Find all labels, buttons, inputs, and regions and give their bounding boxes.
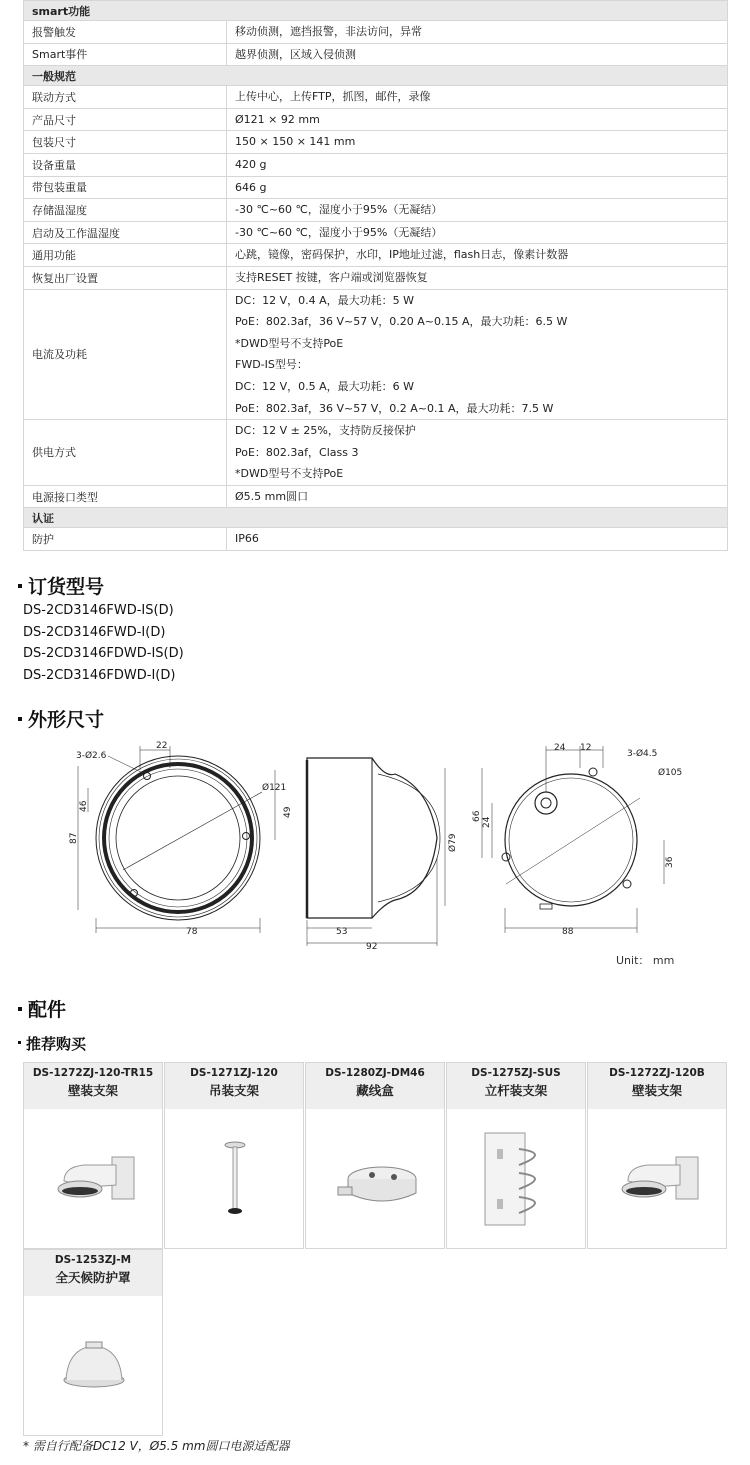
accessory-code: DS-1280ZJ-DM46 bbox=[325, 1067, 425, 1079]
spec-value bbox=[227, 86, 728, 109]
accessory-name: 立杆装支架 bbox=[484, 1083, 548, 1098]
spec-value-line: 150 × 150 × 141 mm bbox=[235, 135, 356, 149]
spec-row bbox=[24, 420, 728, 486]
spec-key: 包装尺寸 bbox=[24, 131, 227, 154]
spec-row bbox=[24, 153, 728, 176]
spec-value-line: *DWD型号不支持PoE bbox=[235, 467, 344, 481]
spec-value bbox=[227, 108, 728, 131]
dim-label: 49 bbox=[283, 806, 293, 818]
spec-section-header bbox=[24, 66, 728, 86]
spec-value-line: *DWD型号不支持PoE bbox=[235, 336, 344, 350]
accessories-title: 配件 bbox=[28, 999, 67, 1021]
unit-label: Unit： mm bbox=[616, 954, 675, 967]
spec-value bbox=[227, 485, 728, 508]
dim-label: 46 bbox=[79, 800, 89, 812]
front-view bbox=[78, 746, 275, 933]
wall-mount-bracket-icon bbox=[588, 1109, 726, 1248]
spec-key: 产品尺寸 bbox=[24, 108, 227, 131]
accessory-header bbox=[306, 1063, 444, 1109]
spec-row bbox=[24, 108, 728, 131]
accessory-code: DS-1272ZJ-120-TR15 bbox=[32, 1067, 154, 1079]
spec-value-line: 420 g bbox=[235, 157, 267, 171]
junction-box-icon bbox=[306, 1109, 444, 1248]
model-list bbox=[23, 600, 184, 686]
dim-label: 53 bbox=[336, 927, 348, 937]
accessory-card bbox=[587, 1062, 727, 1249]
spec-key: 带包装重量 bbox=[24, 176, 227, 199]
spec-value bbox=[227, 131, 728, 154]
spec-section-header bbox=[24, 1, 728, 21]
spec-value-line: 支持RESET 按键，客户端或浏览器恢复 bbox=[235, 270, 428, 284]
accessory-card bbox=[164, 1062, 304, 1249]
spec-section-header bbox=[24, 508, 728, 528]
spec-value-line: PoE：802.3af，36 V~57 V，0.2 A~0.1 A，最大功耗：7.5 W bbox=[235, 401, 554, 415]
spec-value-line: Ø5.5 mm圆口 bbox=[235, 489, 309, 503]
spec-key: 供电方式 bbox=[24, 420, 227, 486]
model-item: DS-2CD3146FWD-IS(D) bbox=[23, 603, 174, 618]
spec-value-line: Ø121 × 92 mm bbox=[235, 112, 320, 126]
spec-row bbox=[24, 21, 728, 44]
model-item: DS-2CD3146FDWD-I(D) bbox=[23, 667, 176, 683]
spec-row bbox=[24, 244, 728, 267]
spec-value-line: IP66 bbox=[235, 532, 259, 546]
spec-row bbox=[24, 86, 728, 109]
spec-key: 电流及功耗 bbox=[24, 289, 227, 420]
spec-table bbox=[23, 0, 728, 551]
wall-mount-bracket-icon bbox=[24, 1109, 162, 1248]
spec-value-line: PoE：802.3af，36 V~57 V，0.20 A~0.15 A，最大功耗：6.5 W bbox=[235, 315, 568, 329]
spec-value-line: FWD-IS型号： bbox=[235, 358, 308, 372]
spec-row bbox=[24, 176, 728, 199]
spec-row bbox=[24, 485, 728, 508]
accessory-header bbox=[24, 1250, 162, 1296]
spec-row bbox=[24, 221, 728, 244]
dimension-drawing bbox=[0, 728, 750, 952]
spec-key: 恢复出厂设置 bbox=[24, 266, 227, 289]
spec-key: 报警触发 bbox=[24, 21, 227, 44]
accessory-header bbox=[24, 1063, 162, 1109]
section-title: 一般规范 bbox=[24, 66, 728, 86]
pendant-mount-icon bbox=[165, 1109, 303, 1248]
accessory-header bbox=[447, 1063, 585, 1109]
recommended-title: 推荐购买 bbox=[26, 1035, 87, 1053]
spec-value bbox=[227, 289, 728, 420]
dim-label: 66 bbox=[472, 810, 482, 822]
dim-label: 78 bbox=[186, 927, 198, 937]
side-view bbox=[307, 758, 445, 946]
dim-label: 24 bbox=[554, 743, 566, 753]
dim-label: 12 bbox=[580, 743, 592, 753]
dim-label: 88 bbox=[562, 927, 574, 937]
spec-key: 防护 bbox=[24, 528, 227, 551]
footnote: * 需自行配备DC12 V，Ø5.5 mm圆口电源适配器 bbox=[23, 1439, 290, 1453]
spec-value bbox=[227, 199, 728, 222]
dim-label: 36 bbox=[665, 856, 675, 868]
dim-label: 24 bbox=[482, 816, 492, 828]
spec-row bbox=[24, 289, 728, 420]
dimensions-title: 外形尺寸 bbox=[28, 709, 105, 731]
accessory-code: DS-1253ZJ-M bbox=[54, 1254, 132, 1266]
spec-row bbox=[24, 528, 728, 551]
dim-label: 3-Ø2.6 bbox=[76, 751, 107, 761]
accessory-card bbox=[23, 1249, 163, 1436]
dim-label: 87 bbox=[69, 832, 79, 844]
spec-value-line: 上传中心，上传FTP，抓图，邮件，录像 bbox=[235, 90, 431, 104]
spec-row bbox=[24, 43, 728, 66]
weather-shield-icon bbox=[24, 1296, 162, 1435]
order-title: 订货型号 bbox=[28, 576, 105, 598]
accessory-header bbox=[588, 1063, 726, 1109]
back-view bbox=[482, 746, 664, 933]
spec-value-line: DC：12 V，0.5 A，最大功耗：6 W bbox=[235, 379, 415, 393]
spec-key: 通用功能 bbox=[24, 244, 227, 267]
dim-label: 3-Ø4.5 bbox=[627, 749, 658, 759]
spec-value-line: 心跳，镜像，密码保护，水印，IP地址过滤，flash日志，像素计数器 bbox=[235, 248, 569, 262]
spec-value-line: 646 g bbox=[235, 180, 267, 194]
spec-key: 联动方式 bbox=[24, 86, 227, 109]
spec-key: 存储温湿度 bbox=[24, 199, 227, 222]
spec-value-line: DC：12 V，0.4 A，最大功耗：5 W bbox=[235, 293, 415, 307]
dim-label: 22 bbox=[156, 741, 168, 751]
accessory-card bbox=[446, 1062, 586, 1249]
spec-value-line: 越界侦测，区域入侵侦测 bbox=[235, 47, 356, 61]
spec-key: 启动及工作温湿度 bbox=[24, 221, 227, 244]
dim-label: Ø105 bbox=[658, 768, 683, 778]
spec-row bbox=[24, 199, 728, 222]
pole-mount-icon bbox=[447, 1109, 585, 1248]
spec-key: 电源接口类型 bbox=[24, 485, 227, 508]
spec-row bbox=[24, 266, 728, 289]
spec-value-line: -30 ℃~60 ℃，湿度小于95%（无凝结） bbox=[235, 225, 443, 239]
dim-label: 92 bbox=[366, 942, 378, 952]
spec-value bbox=[227, 43, 728, 66]
model-item: DS-2CD3146FWD-I(D) bbox=[23, 624, 166, 640]
spec-value bbox=[227, 221, 728, 244]
spec-value-line: -30 ℃~60 ℃，湿度小于95%（无凝结） bbox=[235, 203, 443, 217]
spec-value bbox=[227, 266, 728, 289]
spec-value bbox=[227, 153, 728, 176]
accessories-heading bbox=[18, 995, 66, 1022]
spec-value bbox=[227, 21, 728, 44]
spec-key: 设备重量 bbox=[24, 153, 227, 176]
accessory-code: DS-1275ZJ-SUS bbox=[471, 1067, 561, 1079]
accessory-card bbox=[23, 1062, 163, 1249]
dim-label: Ø121 bbox=[262, 783, 287, 793]
spec-value bbox=[227, 244, 728, 267]
spec-value-line: DC：12 V ± 25%，支持防反接保护 bbox=[235, 424, 416, 438]
spec-value bbox=[227, 528, 728, 551]
accessory-header bbox=[165, 1063, 303, 1109]
accessory-name: 吊装支架 bbox=[208, 1083, 259, 1098]
accessory-name: 藏线盒 bbox=[356, 1083, 394, 1098]
spec-row bbox=[24, 131, 728, 154]
spec-value bbox=[227, 420, 728, 486]
spec-key: Smart事件 bbox=[24, 43, 227, 66]
spec-value bbox=[227, 176, 728, 199]
accessory-name: 壁装支架 bbox=[67, 1083, 118, 1098]
model-item: DS-2CD3146FDWD-IS(D) bbox=[23, 646, 184, 661]
accessory-code: DS-1272ZJ-120B bbox=[609, 1067, 705, 1079]
recommended-heading bbox=[18, 1033, 86, 1054]
section-title: smart功能 bbox=[24, 1, 728, 21]
section-title: 认证 bbox=[24, 508, 728, 528]
dim-label: Ø79 bbox=[448, 833, 458, 852]
spec-value-line: PoE：802.3af，Class 3 bbox=[235, 445, 359, 459]
order-heading bbox=[18, 572, 104, 599]
accessory-name: 壁装支架 bbox=[631, 1083, 682, 1098]
accessory-card bbox=[305, 1062, 445, 1249]
accessory-name: 全天候防护罩 bbox=[55, 1270, 131, 1285]
accessory-code: DS-1271ZJ-120 bbox=[190, 1067, 278, 1079]
spec-value-line: 移动侦测，遮挡报警，非法访问，异常 bbox=[235, 25, 422, 38]
